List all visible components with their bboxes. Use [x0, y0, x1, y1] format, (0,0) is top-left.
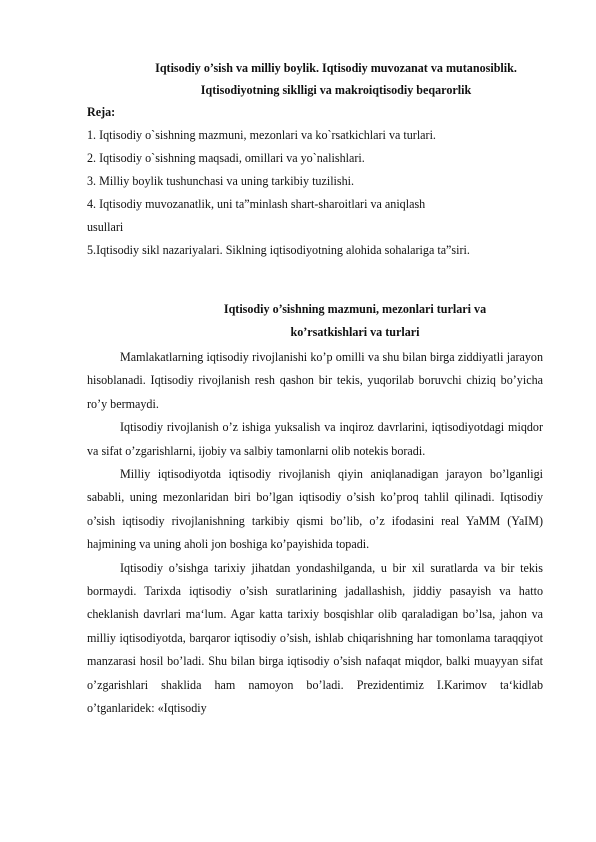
body-text	[87, 346, 543, 721]
plan-item-4: 4. Iqtisodiy muvozanatlik, uni ta”minlash shart-sharoitlari va aniqlash	[87, 197, 426, 211]
section-title	[140, 298, 570, 344]
plan-item-1: 1. Iqtisodiy o`sishning mazmuni, mezonlari va ko`rsatkichlari va turlari.	[87, 128, 436, 142]
section-title-line-1: Iqtisodiy o’sishning mazmuni, mezonlari turlari va	[223, 302, 487, 316]
section-title-line-2: ko’rsatkishlari va turlari	[290, 325, 420, 339]
plan-item-5: 5.Iqtisodiy sikl nazariyalari. Siklning iqtisodiyotning alohida sohalariga ta”siri.	[87, 243, 470, 257]
paragraph-4: Iqtisodiy o’sishga tarixiy jihatdan yondashilganda, u bir xil suratlarda va bir tekis bormaydi. Tarixda iqtisodiy o’sish suratlarining jadallashish, jiddiy pasayish va hatto cheklanish davrlari ma‘lum. Agar katta tarixiy bosqishlar olib qaraladigan bo’lsa, jahon va milliy iqtisodiyotda, barqaror iqtisodiy o’sish, ishlab chiqarishning har tomonlama taraqqiyot manzarasi hosil bo’ladi. Shu bilan birga iqtisodiy o’sish nafaqat miqdor, balki muayyan sifat o’zgarishlari shaklida ham namoyon bo’ladi. Prezidentimiz I.Karimov ta‘kidlab o’tganlaridek: «Iqtisodiy	[87, 560, 543, 716]
paragraph-3: Milliy iqtisodiyotda iqtisodiy rivojlanish qiyin aniqlanadigan jarayon bo’lganligi sababli, uning mezonlaridan biri bo’lgan iqtisodiy o’sish ko’proq tahlil qilinadi. Iqtisodiy o’sish iqtisodiy rivojlanishning tarkibiy qismi bo’lib, o’z ifodasini real YaMM (YaIM) hajmining va uning aholi jon boshiga ko’payishida topadi.	[87, 467, 543, 552]
paragraph-2: Iqtisodiy rivojlanish o’z ishiga yuksalish va inqiroz davrlarini, iqtisodiyotdagi miqdor va sifat o’zgarishlarni, ijobiy va salbiy tamonlarni olib notekis boradi.	[87, 420, 543, 458]
plan-item-2: 2. Iqtisodiy o`sishning maqsadi, omillari va yo`nalishlari.	[87, 151, 365, 165]
plan-item-4-continued: usullari	[87, 220, 124, 234]
document-title-line-1: Iqtisodiy o’sish va milliy boylik. Iqtisodiy muvozanat va mutanosiblik.	[155, 61, 517, 75]
document-title-line-2: Iqtisodiyotning siklligi va makroiqtisodiy beqarorlik	[200, 83, 472, 97]
plan-heading: Reja:	[87, 105, 116, 119]
plan-block	[87, 101, 530, 262]
paragraph-1: Mamlakatlarning iqtisodiy rivojlanishi ko’p omilli va shu bilan birga ziddiyatli jarayon hisoblanadi. Iqtisodiy rivojlanish resh qashon bir tekis, yuqorilab boruvchi chiziq bo’yicha ro’y bermaydi.	[87, 350, 543, 411]
plan-item-3: 3. Milliy boylik tushunchasi va uning tarkibiy tuzilishi.	[87, 174, 355, 188]
